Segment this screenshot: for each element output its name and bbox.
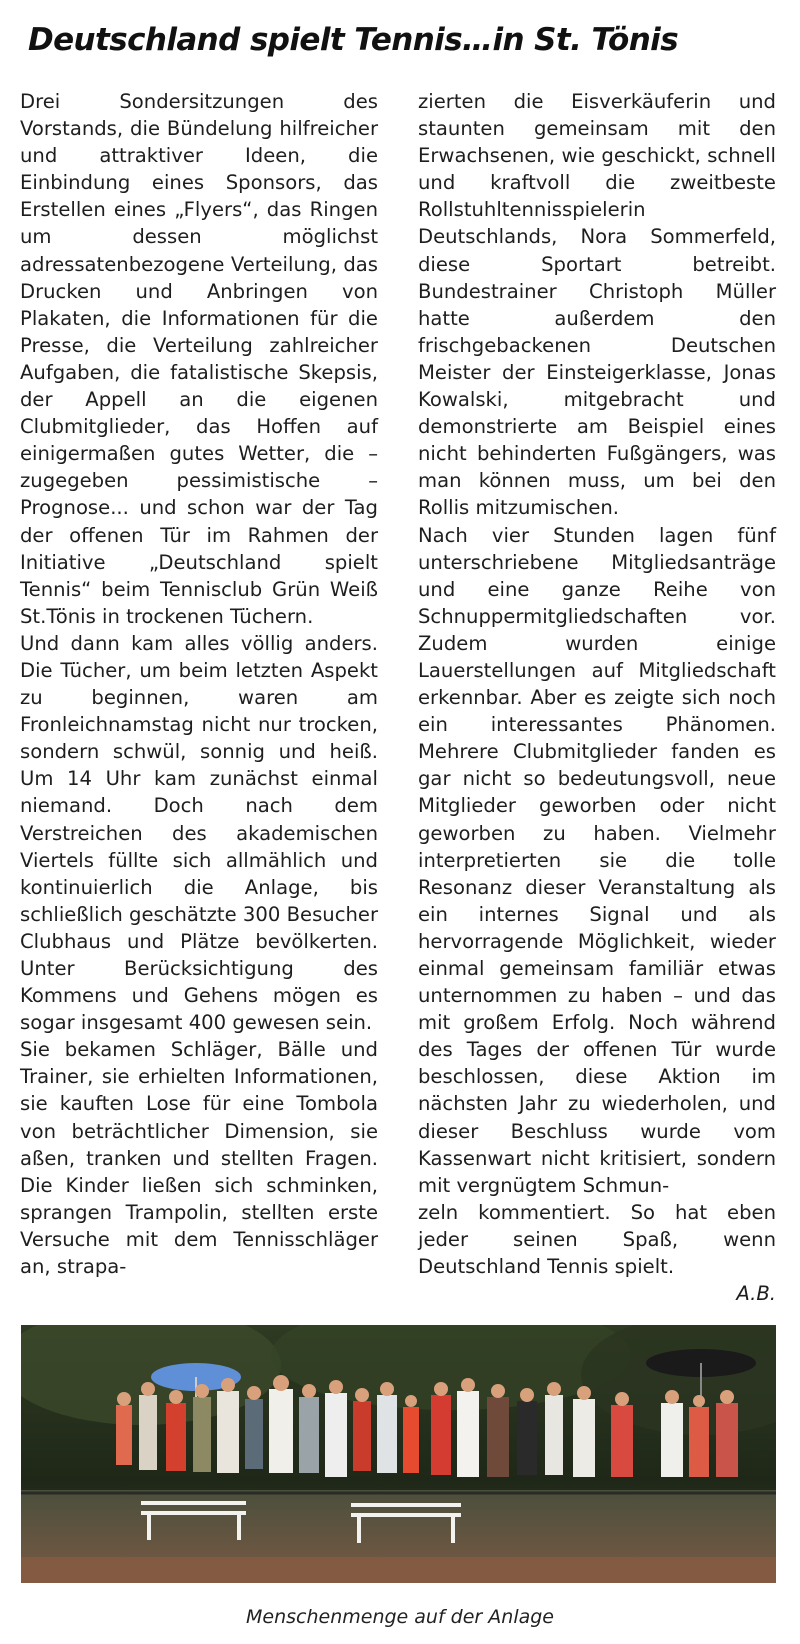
closing-text: zeln kommentiert. So hat eben jeder seinen Spaß, wenn Deutschland Tennis spielt. xyxy=(418,1200,776,1279)
photo-caption: Menschenmenge auf der Anlage xyxy=(246,1606,554,1628)
crowd-photo xyxy=(21,1325,776,1583)
signature-line xyxy=(418,1280,776,1307)
paragraph: Drei Sondersitzungen des Vorstands, die Bündelung hilfreicher und attraktiver Ideen, die Einbindung eines Sponsors, das Erstellen eines „Flyers“, das Ringen um dessen möglichst adressatenbezogene Verteilung, das Drucken und Anbringen von Plakaten, die Informationen für die Presse, die Verteilung zahlreicher Aufgaben, die fatalistische Skepsis, der Appell an die eigenen Clubmitglieder, das Hoffen auf einigermaßen gutes Wetter, die – zugegeben pessimistische – Prognose... und schon war der Tag der offenen Tür im Rahmen der Initiative „Deutschland spielt Tennis“ beim Tennisclub Grün Weiß St.Tönis in trockenen Tüchern. xyxy=(20,90,378,628)
paragraph: Nach vier Stunden lagen fünf unterschriebene Mitgliedsanträge und eine ganze Reihe von Schnuppermitgliedschaften vor. Zudem wurden einige Lauerstellungen auf Mitgliedschaft erkennbar. Aber es zeigte sich noch ein interessantes Phänomen. Mehrere Clubmitglieder fanden es gar nicht so bedeutungsvoll, neue Mitglieder geworben oder nicht geworben zu haben. Vielmehr interpretierten sie die tolle Resonanz dieser Veranstaltung als ein internes Signal und als hervorragende Möglichkeit, wieder einmal gemeinsam familiär etwas unternommen zu haben – und das mit großem Erfolg. Noch während des Tages der offenen Tür wurde beschlossen, diese Aktion im nächsten Jahr zu wiederholen, und dieser Beschluss wurde vom Kassenwart nicht kritisiert, sondern mit vergnügtem Schmun- xyxy=(418,523,776,1197)
paragraph: zierten die Eisverkäuferin und staunten gemeinsam mit den Erwachsenen, wie geschickt, schnell und kraftvoll die zweitbeste Rollstuhltennisspielerin Deutschlands, Nora Sommerfeld, diese Sportart betreibt. Bundestrainer Christoph Müller hatte außerdem den frischgebackenen Deutschen Meister der Einsteigerklasse, Jonas Kowalski, mitgebracht und demonstrierte am Beispiel eines nicht behinderten Fußgängers, was man können muss, um bei den Rollis mitzumischen. xyxy=(418,90,776,520)
article-title: Deutschland spielt Tennis…in St. Tönis xyxy=(28,22,679,58)
crowd-photo-illustration xyxy=(21,1325,776,1583)
paragraph: Sie bekamen Schläger, Bälle und Trainer, sie erhielten Informationen, sie kauften Lose für eine Tombola von beträchtlicher Dimension, sie aßen, tranken und stellten Fragen. Die Kinder ließen sich schminken, sprangen Trampolin, stellten erste Versuche mit dem Tennisschläger an, strapa- xyxy=(20,1038,378,1279)
paragraph: Und dann kam alles völlig anders. Die Tücher, um beim letzten Aspekt zu beginnen, waren am Fronleichnamstag nicht nur trocken, sondern schwül, sonnig und heiß. Um 14 Uhr kam zunächst einmal niemand. Doch nach dem Verstreichen des akademischen Viertels füllte sich allmählich und kontinuierlich die Anlage, bis schließlich geschätzte 300 Besucher Clubhaus und Plätze bevölkerten. Unter Berücksichtigung des Kommens und Gehens mögen es sogar insgesamt 400 gewesen sein. xyxy=(20,631,378,1035)
left-column xyxy=(20,88,378,1280)
right-column xyxy=(418,88,776,1307)
closing-paragraph xyxy=(418,1199,776,1307)
author-signature: A.B. xyxy=(736,1282,776,1306)
